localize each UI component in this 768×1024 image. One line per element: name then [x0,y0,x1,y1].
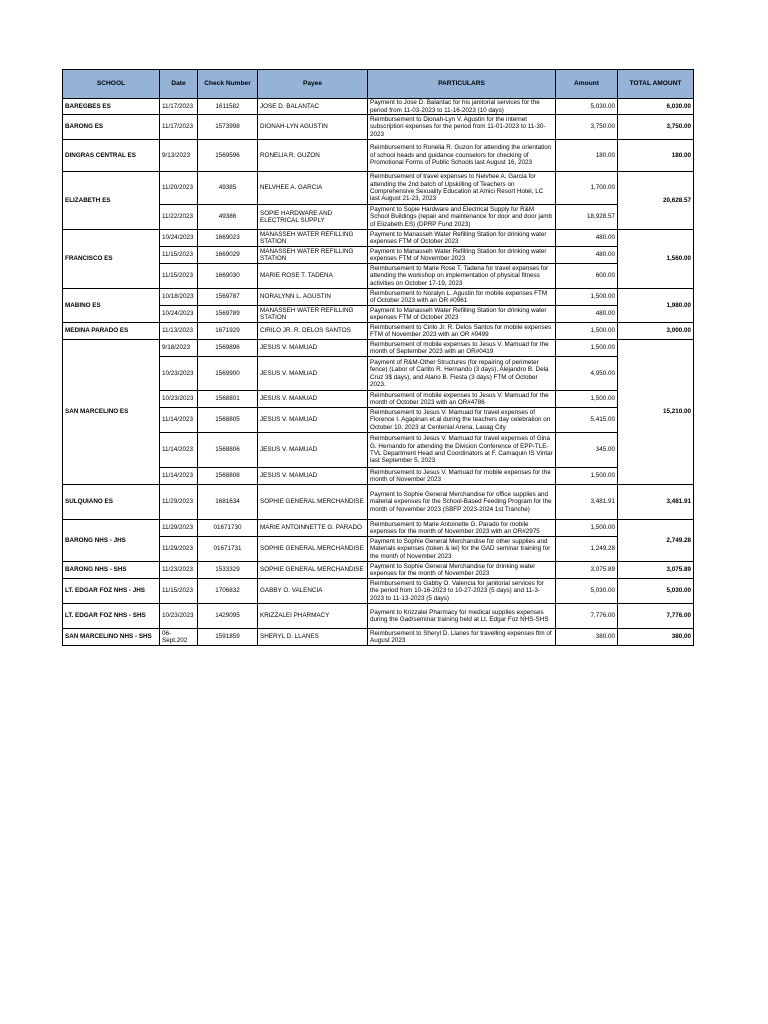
payee-cell: RONELIA R. GUZON [258,140,368,172]
amount-cell: 480.00 [556,247,618,264]
total-amount-cell: 3,000.00 [618,323,694,340]
payee-cell: JESUS V. MAMUAD [258,433,368,468]
amount-cell: 1,500.00 [556,340,618,357]
particulars-cell: Payment to Sophie General Merchandise for other supplies and Materials expenses (token & lei) for the GAD seminar training for the month of November 2023 [368,537,556,562]
amount-cell: 5,030.00 [556,99,618,115]
header-row [63,70,694,99]
payee-cell: NELVHEE A. GARCIA [258,172,368,205]
payee-cell: GABBY O. VALENCIA [258,579,368,604]
date-cell: 11/23/2023 [160,562,198,579]
table-row [63,604,694,629]
payee-cell: JESUS V. MAMUAD [258,391,368,408]
check-number-cell: 49386 [198,205,258,230]
amount-cell: 1,249.28 [556,537,618,562]
school-cell: DINGRAS CENTRAL ES [63,140,160,172]
table-row [63,172,694,205]
date-cell: 9/18/2023 [160,340,198,357]
payee-cell: MARIE ROSE T. TADENA [258,264,368,289]
particulars-cell: Reimbursement to Noralyn L. Agustin for mobile expenses FTM of October 2023 with an OR #0961 [368,289,556,306]
amount-cell: 180.00 [556,140,618,172]
table-row [63,323,694,340]
amount-cell: 480.00 [556,306,618,323]
school-cell: BARONG NHS - JHS [63,520,160,562]
check-number-cell: 1569789 [198,306,258,323]
date-cell: 11/14/2023 [160,433,198,468]
payee-cell: JESUS V. MAMUAD [258,340,368,357]
table-row [63,140,694,172]
payee-cell: MANASSEH WATER REFILLING STATION [258,306,368,323]
check-number-cell: 1669029 [198,247,258,264]
amount-cell: 1,700.00 [556,172,618,205]
total-amount-cell: 3,075.89 [618,562,694,579]
school-cell: MABINO ES [63,289,160,323]
particulars-cell: Payment to Manasseh Water Refilling Station for drinking water expenses FTM of October 2023 [368,230,556,247]
school-cell: FRANCISCO ES [63,230,160,289]
amount-cell: 600.00 [556,264,618,289]
amount-cell: 4,950.00 [556,357,618,391]
check-number-cell: 1568806 [198,433,258,468]
amount-cell: 18,928.57 [556,205,618,230]
date-cell: 11/22/2023 [160,205,198,230]
school-cell: ELIZABETH ES [63,172,160,230]
amount-cell: 1,500.00 [556,468,618,485]
amount-cell: 7,776.00 [556,604,618,629]
amount-cell: 1,500.00 [556,289,618,306]
payee-cell: JESUS V. MAMUAD [258,408,368,433]
date-cell: 11/29/2023 [160,520,198,537]
total-amount-cell: 1,560.00 [618,230,694,289]
payee-cell: JOSE D. BALANTAC [258,99,368,115]
school-cell: LT. EDGAR FOZ NHS - JHS [63,579,160,604]
payee-cell: JESUS V. MAMUAD [258,357,368,391]
date-cell: 11/15/2023 [160,247,198,264]
check-number-cell: 1568805 [198,408,258,433]
date-cell: 11/14/2023 [160,468,198,485]
particulars-cell: Reimbursement to Jesus V. Mamuad for travel expenses of Florence I. Agapinan et.al during the teachers day celebration on October 10, 2023 at Centenial Arena, Laoag City [368,408,556,433]
table-row [63,520,694,537]
table-row [63,340,694,357]
particulars-cell: Payment to Sophie General Merchandise for office supplies and material expenses for the School-Based Feeding Program for the month of November 2023 (SBFP 2023-2024 1st Tranche) [368,485,556,520]
total-amount-cell: 1,980.00 [618,289,694,323]
particulars-cell: Payment to Sopie Hardware and Electrical Supply for R&M School Buildings (repair and maintenance for door and door jamb of Elizabeth ES) (DPRP Fund 2023) [368,205,556,230]
payee-cell: JESUS V. MAMUAD [258,468,368,485]
particulars-cell: Payment of R&M-Other Structures (for repairing of perimeter fence) (Labor of Carlito R. Hernando (3 days), Alejandro B. Dela Cruz 3$ days), and Alano B. Fiesta (3 days) FTM of October 2023. [368,357,556,391]
amount-cell: 3,075.89 [556,562,618,579]
check-number-cell: 1429095 [198,604,258,629]
check-number-cell: 1569896 [198,340,258,357]
date-cell: 11/15/2023 [160,264,198,289]
check-number-cell: 1706832 [198,579,258,604]
payee-cell: MANASSEH WATER REFILLING STATION [258,230,368,247]
particulars-cell: Reimbursement to Ronelia R. Guzon for attending the orientation of school heads and guidance counselors for checking of Promotional Forms of Public Schools last August 16, 2023 [368,140,556,172]
payee-cell: SOPHIE GENERAL MERCHANDISE [258,485,368,520]
check-number-cell: 1569787 [198,289,258,306]
payee-cell: SHERYL D. LLANES [258,629,368,646]
payee-cell: SOPHIE GENERAL MERCHANDISE [258,562,368,579]
total-amount-cell: 15,210.00 [618,340,694,485]
header-date: Date [160,70,198,99]
date-cell: 11/20/2023 [160,172,198,205]
particulars-cell: Reimbursement to Marie Rose T. Tadena for travel expenses for attending the workshop on implementation of physical fitness activities on October 17-19, 2023 [368,264,556,289]
total-amount-cell: 5,030.00 [618,579,694,604]
particulars-cell: Reimbursement of mobile expenses to Jesus V. Mamuad for the month of October 2023 with an OR#4786 [368,391,556,408]
payee-cell: MARIE ANTOINNETTE G. PARADO [258,520,368,537]
school-cell: SAN MARCELINO ES [63,340,160,485]
total-amount-cell: 180.00 [618,140,694,172]
table-row [63,562,694,579]
amount-cell: 5,415.00 [556,408,618,433]
table-row [63,579,694,604]
total-amount-cell: 2,749.28 [618,520,694,562]
date-cell: 11/14/2023 [160,408,198,433]
particulars-cell: Payment to Manasseh Water Refilling Station for drinking water expenses FTM of November 2023 [368,247,556,264]
payee-cell: CIRILO JR. R. DELOS SANTOS [258,323,368,340]
table-body [63,99,694,646]
amount-cell: 3,750.00 [556,115,618,140]
school-cell: LT. EDGAR FOZ NHS - SHS [63,604,160,629]
date-cell: 11/17/2023 [160,99,198,115]
amount-cell: 5,030.00 [556,579,618,604]
header-check-number: Check Number [198,70,258,99]
payee-cell: NORALYNN L. AGUSTIN [258,289,368,306]
school-cell: SAN MARCELINO NHS - SHS [63,629,160,646]
amount-cell: 1,500.00 [556,391,618,408]
total-amount-cell: 3,750.00 [618,115,694,140]
school-cell: BAREGBES ES [63,99,160,115]
check-number-cell: 1573998 [198,115,258,140]
date-cell: 10/23/2023 [160,391,198,408]
amount-cell: 1,500.00 [556,323,618,340]
check-number-cell: 1568801 [198,391,258,408]
payee-cell: SOPHIE GENERAL MERCHANDISE [258,537,368,562]
date-cell: 10/24/2023 [160,306,198,323]
date-cell: 11/29/2023 [160,537,198,562]
school-cell: MEDINA PARADO ES [63,323,160,340]
table-row [63,289,694,306]
header-school: SCHOOL [63,70,160,99]
particulars-cell: Reimbursement of mobile expenses to Jesus V. Mamuad for the month of September 2023 with an OR#0419 [368,340,556,357]
date-cell: 10/23/2023 [160,357,198,391]
total-amount-cell: 7,776.00 [618,604,694,629]
particulars-cell: Reimbursement to Jesus V. Mamuad for travel expenses of Gina G. Hernando for attending the Division Conference of EPP-TLE-TVL Department Head and Coordinators at F. Camaquin IS Vintar last September 5, 2023 [368,433,556,468]
total-amount-cell: 3,481.91 [618,485,694,520]
date-cell: 9/13/2023 [160,140,198,172]
table-row [63,115,694,140]
particulars-cell: Reimbursement to Marie Antoinette G. Parado for mobile expenses for the month of November 2023 with an OR#2975 [368,520,556,537]
amount-cell: 380.00 [556,629,618,646]
particulars-cell: Payment to Manasseh Water Refilling Station for drinking water expenses FTM of October 2023 [368,306,556,323]
total-amount-cell: 6,030.00 [618,99,694,115]
payee-cell: KRIZZALEI PHARMACY [258,604,368,629]
date-cell: 11/17/2023 [160,115,198,140]
date-cell: 11/15/2023 [160,579,198,604]
header-particulars: PARTICULARS [368,70,556,99]
table-row [63,485,694,520]
disbursement-table [62,69,694,646]
check-number-cell: 01671731 [198,537,258,562]
total-amount-cell: 380.00 [618,629,694,646]
check-number-cell: 01671730 [198,520,258,537]
particulars-cell: Payment to Sophie General Merchandise for drinking water expenses for the month of November 2023 [368,562,556,579]
header-total-amount: TOTAL AMOUNT [618,70,694,99]
date-cell: 06-Sept.202 [160,629,198,646]
school-cell: SULQUIANO ES [63,485,160,520]
date-cell: 10/24/2023 [160,230,198,247]
particulars-cell: Reimbursement to Sheryl D. Llanes for travelling expenses ftm of August 2023 [368,629,556,646]
amount-cell: 1,500.00 [556,520,618,537]
date-cell: 10/23/2023 [160,604,198,629]
check-number-cell: 1533329 [198,562,258,579]
particulars-cell: Reimbursement to Dionah-Lyn V. Agustin for the internet subscription expenses for the period from 11-01-2023 to 11-30-2023 [368,115,556,140]
date-cell: 11/29/2023 [160,485,198,520]
check-number-cell: 1611582 [198,99,258,115]
table-row [63,230,694,247]
table-row [63,629,694,646]
payee-cell: SOPIE HARDWARE AND ELECTRICAL SUPPLY [258,205,368,230]
check-number-cell: 1681634 [198,485,258,520]
amount-cell: 3,481.91 [556,485,618,520]
total-amount-cell: 20,628.57 [618,172,694,230]
date-cell: 10/18/2023 [160,289,198,306]
particulars-cell: Reimbursement to Cirilo Jr. R. Delos Santos for mobile expenses FTM of November 2023 with an OR #0499 [368,323,556,340]
payee-cell: DIONAH-LYN AGUSTIN [258,115,368,140]
check-number-cell: 1591859 [198,629,258,646]
particulars-cell: Payment to Krizzalei Pharmacy for medical supplies expenses during the Gad/seminar training held at Lt. Edgar Foz NHS-SHS [368,604,556,629]
particulars-cell: Reimbursement to Jesus V. Mamuad for mobile expenses for the month of November 2023 [368,468,556,485]
particulars-cell: Reimbursement of travel expenses to Nelvhee A. Garcia for attending the 2nd batch of Upskilling of Teachers on Comprehensive Sexuality Education at Amici Resort Hotel, LC last August 21-23, 2023 [368,172,556,205]
header-payee: Payee [258,70,368,99]
amount-cell: 480.00 [556,230,618,247]
particulars-cell: Payment to Jose D. Balantac for his janitorial services for the period from 11-03-2023 to 11-16-2023 (10 days) [368,99,556,115]
table-row [63,99,694,115]
check-number-cell: 49385 [198,172,258,205]
header-amount: Amount [556,70,618,99]
particulars-cell: Reimbursement to Gabby O. Valencia for janitorial services for the period from 10-16-2023 to 10-27-2023 (5 days) and 11-3-2023 to 11-13-2023 (5 days) [368,579,556,604]
check-number-cell: 1669023 [198,230,258,247]
date-cell: 11/13/2023 [160,323,198,340]
school-cell: BARONG NHS - SHS [63,562,160,579]
amount-cell: 345.00 [556,433,618,468]
check-number-cell: 1569596 [198,140,258,172]
check-number-cell: 1568808 [198,468,258,485]
check-number-cell: 1569900 [198,357,258,391]
check-number-cell: 1671929 [198,323,258,340]
check-number-cell: 1669030 [198,264,258,289]
payee-cell: MANASSEH WATER REFILLING STATION [258,247,368,264]
school-cell: BARONG ES [63,115,160,140]
